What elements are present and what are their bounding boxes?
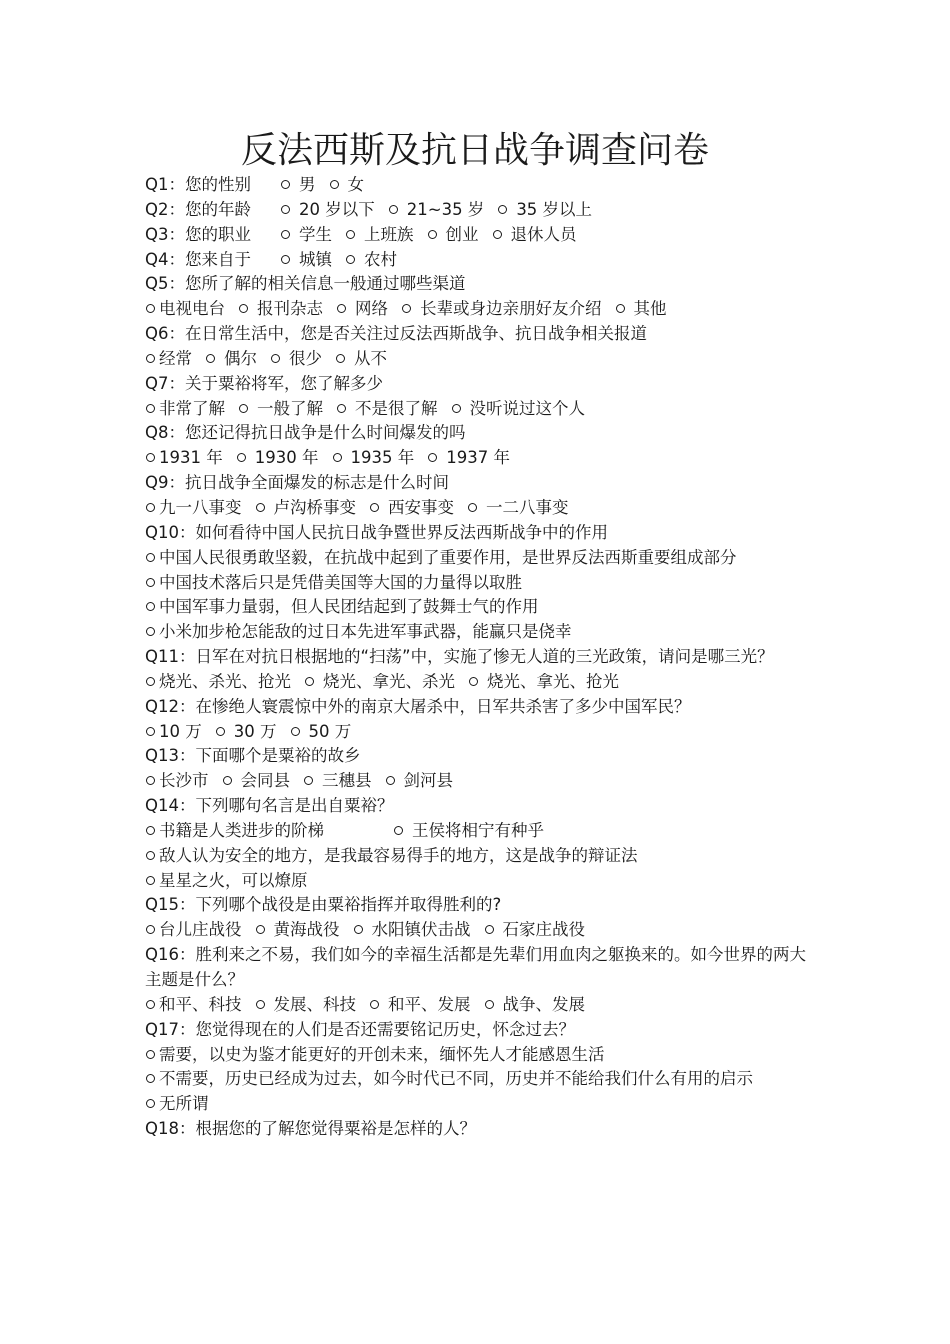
radio-circle-icon[interactable] bbox=[468, 503, 477, 512]
radio-circle-icon[interactable] bbox=[330, 180, 339, 189]
answer-option[interactable] bbox=[145, 771, 209, 790]
answer-option[interactable] bbox=[414, 225, 479, 244]
radio-circle-icon[interactable] bbox=[146, 876, 155, 885]
radio-circle-icon[interactable] bbox=[402, 304, 411, 313]
question-q9 bbox=[145, 471, 810, 496]
options-row bbox=[145, 819, 810, 844]
radio-circle-icon[interactable] bbox=[216, 727, 225, 736]
option-label: 一二八事变 bbox=[486, 497, 569, 517]
option-label: 农村 bbox=[364, 249, 397, 269]
option-label: 1930 年 bbox=[254, 448, 319, 468]
answer-option[interactable] bbox=[242, 920, 340, 939]
option-label: 电视电台 bbox=[159, 299, 225, 319]
question-prompt: 在日常生活中，您是否关注过反法西斯战争、抗日战争相关报道 bbox=[185, 324, 647, 344]
option-label: 小米加步枪怎能敌的过日本先进军事武器，能赢只是侥幸 bbox=[159, 622, 572, 642]
option-label: 战争、发展 bbox=[502, 994, 585, 1014]
option-label: 10 万 bbox=[159, 721, 202, 741]
option-label: 长沙市 bbox=[159, 771, 209, 791]
answer-option[interactable] bbox=[257, 349, 322, 368]
radio-circle-icon[interactable] bbox=[281, 230, 290, 239]
option-label: 不是很了解 bbox=[355, 398, 438, 418]
question-colon: ： bbox=[168, 473, 185, 493]
options-row bbox=[145, 918, 810, 943]
option-label: 星星之火，可以燎原 bbox=[159, 870, 308, 890]
question-number: Q7 bbox=[145, 373, 169, 393]
question-colon: ： bbox=[168, 274, 185, 294]
radio-circle-icon[interactable] bbox=[223, 776, 232, 785]
question-number: Q18 bbox=[145, 1119, 179, 1139]
radio-circle-icon[interactable] bbox=[281, 205, 290, 214]
answer-option[interactable] bbox=[145, 722, 202, 741]
radio-circle-icon[interactable] bbox=[146, 453, 155, 462]
answer-option[interactable] bbox=[438, 399, 586, 418]
radio-circle-icon[interactable] bbox=[146, 826, 155, 835]
answer-option[interactable] bbox=[192, 349, 257, 368]
radio-circle-icon[interactable] bbox=[304, 776, 313, 785]
option-label: 水阳镇伏击战 bbox=[371, 920, 471, 940]
option-label: 剑河县 bbox=[403, 771, 453, 791]
answer-option[interactable] bbox=[479, 225, 577, 244]
question-q3 bbox=[145, 223, 810, 248]
options-row bbox=[145, 571, 810, 596]
answer-option[interactable] bbox=[332, 250, 397, 269]
radio-circle-icon[interactable] bbox=[237, 453, 246, 462]
question-colon: ： bbox=[178, 522, 196, 542]
option-label: 和平、科技 bbox=[159, 994, 242, 1014]
answer-option[interactable] bbox=[242, 995, 357, 1014]
radio-circle-icon[interactable] bbox=[370, 1000, 379, 1009]
question-q13 bbox=[145, 744, 810, 769]
option-label: 台儿庄战役 bbox=[159, 920, 242, 940]
options-row bbox=[145, 347, 810, 372]
radio-circle-icon[interactable] bbox=[239, 404, 248, 413]
radio-circle-icon[interactable] bbox=[498, 205, 507, 214]
radio-circle-icon[interactable] bbox=[354, 925, 363, 934]
radio-circle-icon[interactable] bbox=[346, 230, 355, 239]
option-label: 没听说过这个人 bbox=[469, 398, 585, 418]
option-label: 需要，以史为鉴才能更好的开创未来，缅怀先人才能感恩生活 bbox=[159, 1044, 605, 1064]
question-number: Q16 bbox=[145, 945, 179, 965]
answer-option[interactable] bbox=[316, 175, 365, 194]
option-label: 其他 bbox=[633, 299, 667, 319]
option-label: 从不 bbox=[354, 348, 387, 368]
question-colon: ： bbox=[168, 199, 185, 219]
options-row bbox=[145, 1092, 810, 1117]
radio-circle-icon[interactable] bbox=[146, 727, 155, 736]
options-row bbox=[145, 993, 810, 1018]
question-colon: ： bbox=[178, 796, 196, 816]
question-q14 bbox=[145, 794, 810, 819]
question-colon: ： bbox=[178, 696, 196, 716]
answer-option[interactable] bbox=[251, 200, 375, 219]
answer-option[interactable] bbox=[145, 548, 737, 567]
radio-circle-icon[interactable] bbox=[146, 925, 155, 934]
radio-circle-icon[interactable] bbox=[256, 1000, 265, 1009]
radio-circle-icon[interactable] bbox=[281, 180, 290, 189]
option-label: 敌人认为安全的地方，是我最容易得手的地方，这是战争的辩证法 bbox=[159, 845, 638, 865]
question-prompt: 下面哪个是粟裕的故乡 bbox=[195, 746, 361, 766]
radio-circle-icon[interactable] bbox=[146, 1000, 155, 1009]
answer-option[interactable] bbox=[251, 250, 332, 269]
option-label: 创业 bbox=[445, 224, 479, 244]
answer-option[interactable] bbox=[225, 299, 323, 318]
radio-circle-icon[interactable] bbox=[346, 255, 355, 264]
option-label: 烧光、拿光、杀光 bbox=[323, 671, 455, 691]
radio-circle-icon[interactable] bbox=[206, 354, 215, 363]
radio-circle-icon[interactable] bbox=[389, 205, 398, 214]
radio-circle-icon[interactable] bbox=[146, 503, 155, 512]
question-colon: ： bbox=[178, 945, 196, 965]
answer-option[interactable] bbox=[145, 995, 242, 1014]
question-q12 bbox=[145, 695, 810, 720]
question-prompt: 您的年龄 bbox=[185, 199, 251, 219]
answer-option[interactable] bbox=[145, 1069, 753, 1088]
options-row bbox=[145, 769, 810, 794]
radio-circle-icon[interactable] bbox=[146, 851, 155, 860]
option-label: 1931 年 bbox=[159, 448, 223, 468]
question-colon: ： bbox=[168, 423, 185, 443]
question-q8 bbox=[145, 421, 810, 446]
option-label: 35 岁以上 bbox=[516, 199, 593, 219]
answer-option[interactable] bbox=[290, 771, 372, 790]
radio-circle-icon[interactable] bbox=[428, 230, 437, 239]
answer-option[interactable] bbox=[388, 299, 602, 318]
options-row bbox=[145, 595, 810, 620]
answer-option[interactable] bbox=[324, 821, 544, 840]
question-prompt: 如何看待中国人民抗日战争暨世界反法西斯战争中的作用 bbox=[195, 522, 608, 542]
question-colon: ： bbox=[178, 647, 196, 667]
answer-option[interactable] bbox=[602, 299, 667, 318]
question-colon: ： bbox=[168, 224, 185, 244]
option-label: 男 bbox=[299, 175, 316, 194]
radio-circle-icon[interactable] bbox=[256, 925, 265, 934]
question-number: Q2 bbox=[145, 199, 169, 219]
question-number: Q1 bbox=[145, 175, 169, 194]
answer-option[interactable] bbox=[251, 225, 332, 244]
answer-option[interactable] bbox=[145, 597, 539, 616]
radio-circle-icon[interactable] bbox=[394, 826, 403, 835]
option-label: 黄海战役 bbox=[273, 920, 340, 940]
question-number: Q8 bbox=[145, 423, 169, 443]
answer-option[interactable] bbox=[372, 771, 454, 790]
option-label: 无所谓 bbox=[159, 1094, 209, 1114]
options-row bbox=[145, 720, 810, 745]
question-colon: ： bbox=[178, 895, 196, 915]
answer-option[interactable] bbox=[251, 175, 316, 194]
answer-option[interactable] bbox=[145, 399, 225, 418]
option-label: 50 万 bbox=[308, 721, 352, 741]
answer-option[interactable] bbox=[145, 672, 291, 691]
question-q6 bbox=[145, 322, 810, 347]
answer-option[interactable] bbox=[356, 498, 454, 517]
answer-option[interactable] bbox=[145, 573, 522, 592]
question-q4 bbox=[145, 248, 810, 273]
option-label: 非常了解 bbox=[159, 398, 225, 418]
answer-option[interactable] bbox=[242, 498, 357, 517]
answer-option[interactable] bbox=[356, 995, 471, 1014]
question-q2 bbox=[145, 198, 810, 223]
answer-option[interactable] bbox=[145, 1094, 209, 1113]
question-prompt: 根据您的了解您觉得粟裕是怎样的人？ bbox=[195, 1119, 476, 1139]
answer-option[interactable] bbox=[322, 349, 387, 368]
answer-option[interactable] bbox=[455, 672, 619, 691]
answer-option[interactable] bbox=[225, 399, 323, 418]
question-prompt: 您来自于 bbox=[185, 249, 251, 269]
radio-circle-icon[interactable] bbox=[146, 602, 155, 611]
option-label: 网络 bbox=[355, 299, 388, 319]
answer-option[interactable] bbox=[145, 920, 242, 939]
question-q16 bbox=[145, 943, 810, 993]
question-prompt: 胜利来之不易，我们如今的幸福生活都是先辈们用血肉之躯换来的。如今世界的两大主题是什么？ bbox=[145, 945, 806, 989]
question-number: Q5 bbox=[145, 274, 169, 294]
radio-circle-icon[interactable] bbox=[146, 578, 155, 587]
option-label: 城镇 bbox=[299, 249, 332, 269]
radio-circle-icon[interactable] bbox=[428, 453, 437, 462]
answer-option[interactable] bbox=[414, 448, 510, 467]
option-label: 上班族 bbox=[364, 224, 414, 244]
question-q17 bbox=[145, 1018, 810, 1043]
answer-option[interactable] bbox=[291, 672, 455, 691]
question-q18 bbox=[145, 1117, 810, 1142]
options-row bbox=[145, 670, 810, 695]
option-label: 书籍是人类进步的阶梯 bbox=[159, 820, 324, 840]
option-label: 和平、发展 bbox=[388, 994, 471, 1014]
answer-option[interactable] bbox=[375, 200, 485, 219]
answer-option[interactable] bbox=[471, 920, 586, 939]
radio-circle-icon[interactable] bbox=[337, 304, 346, 313]
option-label: 1935 年 bbox=[350, 448, 415, 468]
radio-circle-icon[interactable] bbox=[146, 776, 155, 785]
radio-circle-icon[interactable] bbox=[271, 354, 280, 363]
question-prompt: 关于粟裕将军，您了解多少 bbox=[185, 373, 383, 393]
question-number: Q15 bbox=[145, 895, 179, 915]
answer-option[interactable] bbox=[209, 771, 291, 790]
radio-circle-icon[interactable] bbox=[146, 304, 155, 313]
options-row bbox=[145, 297, 810, 322]
question-prompt: 您的性别 bbox=[185, 175, 251, 194]
option-label: 1937 年 bbox=[446, 448, 510, 468]
options-row bbox=[145, 446, 810, 471]
question-prompt: 日军在对抗日根据地的“扫荡”中，实施了惨无人道的三光政策，请问是哪三光？ bbox=[195, 647, 774, 667]
options-row bbox=[145, 620, 810, 645]
question-q10 bbox=[145, 521, 810, 546]
answer-option[interactable] bbox=[323, 399, 438, 418]
radio-circle-icon[interactable] bbox=[146, 354, 155, 363]
answer-option[interactable] bbox=[484, 200, 592, 219]
radio-circle-icon[interactable] bbox=[146, 1099, 155, 1108]
question-prompt: 您所了解的相关信息一般通过哪些渠道 bbox=[185, 274, 466, 294]
radio-circle-icon[interactable] bbox=[452, 404, 461, 413]
answer-option[interactable] bbox=[145, 871, 308, 890]
option-label: 偶尔 bbox=[224, 348, 257, 368]
question-number: Q12 bbox=[145, 696, 179, 716]
radio-circle-icon[interactable] bbox=[370, 503, 379, 512]
option-label: 一般了解 bbox=[257, 398, 323, 418]
radio-circle-icon[interactable] bbox=[337, 404, 346, 413]
question-prompt: 下列哪句名言是出自粟裕？ bbox=[195, 796, 394, 816]
radio-circle-icon[interactable] bbox=[616, 304, 625, 313]
option-label: 卢沟桥事变 bbox=[273, 497, 356, 517]
question-q1 bbox=[145, 173, 810, 198]
radio-circle-icon[interactable] bbox=[291, 727, 300, 736]
radio-circle-icon[interactable] bbox=[239, 304, 248, 313]
answer-option[interactable] bbox=[145, 846, 638, 865]
option-label: 王侯将相宁有种乎 bbox=[412, 820, 544, 840]
question-colon: ： bbox=[168, 175, 185, 194]
question-prompt: 在惨绝人寰震惊中外的南京大屠杀中，日军共杀害了多少中国军民？ bbox=[195, 696, 691, 716]
option-label: 中国人民很勇敢坚毅，在抗战中起到了重要作用，是世界反法西斯重要组成部分 bbox=[159, 547, 737, 567]
radio-circle-icon[interactable] bbox=[305, 677, 314, 686]
question-colon: ： bbox=[168, 373, 185, 393]
answer-option[interactable] bbox=[277, 722, 352, 741]
option-label: 中国技术落后只是凭借美国等大国的力量得以取胜 bbox=[159, 572, 522, 592]
answer-option[interactable] bbox=[202, 722, 277, 741]
option-label: 21~35 岁 bbox=[406, 199, 485, 219]
question-prompt: 您觉得现在的人们是否还需要铭记历史，怀念过去？ bbox=[195, 1019, 575, 1039]
page-title: 反法西斯及抗日战争调查问卷 bbox=[240, 130, 709, 171]
option-label: 烧光、杀光、抢光 bbox=[159, 671, 291, 691]
question-prompt: 下列哪个战役是由粟裕指挥并取得胜利的? bbox=[195, 895, 502, 915]
answer-option[interactable] bbox=[471, 995, 586, 1014]
answer-option[interactable] bbox=[145, 498, 242, 517]
options-row bbox=[145, 1067, 810, 1092]
radio-circle-icon[interactable] bbox=[336, 354, 345, 363]
options-row bbox=[145, 1043, 810, 1068]
question-colon: ： bbox=[178, 1119, 196, 1139]
question-prompt: 您还记得抗日战争是什么时间爆发的吗 bbox=[185, 423, 466, 443]
options-row bbox=[145, 546, 810, 571]
option-label: 三穗县 bbox=[322, 771, 372, 791]
question-colon: ： bbox=[168, 249, 185, 269]
question-number: Q10 bbox=[145, 522, 179, 542]
question-q5 bbox=[145, 272, 810, 297]
option-label: 石家庄战役 bbox=[502, 920, 585, 940]
radio-circle-icon[interactable] bbox=[281, 255, 290, 264]
answer-option[interactable] bbox=[145, 349, 192, 368]
options-row bbox=[145, 397, 810, 422]
option-label: 中国军事力量弱，但人民团结起到了鼓舞士气的作用 bbox=[159, 597, 539, 617]
option-label: 发展、科技 bbox=[273, 994, 356, 1014]
answer-option[interactable] bbox=[323, 299, 388, 318]
answer-option[interactable] bbox=[145, 299, 225, 318]
answer-option[interactable] bbox=[223, 448, 319, 467]
radio-circle-icon[interactable] bbox=[146, 677, 155, 686]
option-label: 30 万 bbox=[233, 721, 277, 741]
option-label: 学生 bbox=[299, 224, 332, 244]
question-colon: ： bbox=[168, 324, 185, 344]
answer-option[interactable] bbox=[340, 920, 471, 939]
radio-circle-icon[interactable] bbox=[256, 503, 265, 512]
answer-option[interactable] bbox=[319, 448, 415, 467]
option-label: 退休人员 bbox=[510, 224, 577, 244]
question-number: Q9 bbox=[145, 473, 169, 493]
answer-option[interactable] bbox=[332, 225, 414, 244]
question-number: Q14 bbox=[145, 796, 179, 816]
question-number: Q6 bbox=[145, 324, 169, 344]
radio-circle-icon[interactable] bbox=[146, 553, 155, 562]
answer-option[interactable] bbox=[145, 622, 572, 641]
question-prompt: 抗日战争全面爆发的标志是什么时间 bbox=[185, 473, 449, 493]
radio-circle-icon[interactable] bbox=[469, 677, 478, 686]
question-prompt: 您的职业 bbox=[185, 224, 251, 244]
option-label: 西安事变 bbox=[388, 497, 454, 517]
radio-circle-icon[interactable] bbox=[386, 776, 395, 785]
radio-circle-icon[interactable] bbox=[146, 404, 155, 413]
option-label: 经常 bbox=[159, 348, 192, 368]
answer-option[interactable] bbox=[145, 1045, 605, 1064]
question-colon: ： bbox=[178, 746, 196, 766]
options-row bbox=[145, 869, 810, 894]
options-row bbox=[145, 844, 810, 869]
question-q11 bbox=[145, 645, 810, 670]
question-number: Q13 bbox=[145, 746, 179, 766]
question-number: Q4 bbox=[145, 249, 169, 269]
option-label: 报刊杂志 bbox=[257, 299, 323, 319]
option-label: 女 bbox=[347, 175, 364, 194]
option-label: 烧光、拿光、抢光 bbox=[487, 671, 619, 691]
answer-option[interactable] bbox=[145, 821, 324, 840]
radio-circle-icon[interactable] bbox=[333, 453, 342, 462]
question-q15 bbox=[145, 893, 810, 918]
question-colon: ： bbox=[178, 1019, 196, 1039]
options-row bbox=[145, 496, 810, 521]
option-label: 不需要，历史已经成为过去，如今时代已不同，历史并不能给我们什么有用的启示 bbox=[159, 1069, 753, 1089]
radio-circle-icon[interactable] bbox=[493, 230, 502, 239]
option-label: 九一八事变 bbox=[159, 497, 242, 517]
option-label: 会同县 bbox=[240, 771, 290, 791]
answer-option[interactable] bbox=[145, 448, 223, 467]
radio-circle-icon[interactable] bbox=[146, 1074, 155, 1083]
radio-circle-icon[interactable] bbox=[146, 1050, 155, 1059]
option-label: 长辈或身边亲朋好友介绍 bbox=[420, 299, 602, 319]
radio-circle-icon[interactable] bbox=[485, 925, 494, 934]
option-label: 20 岁以下 bbox=[299, 199, 375, 219]
radio-circle-icon[interactable] bbox=[485, 1000, 494, 1009]
question-number: Q17 bbox=[145, 1019, 179, 1039]
option-label: 很少 bbox=[289, 348, 322, 368]
question-list bbox=[145, 173, 810, 1142]
question-number: Q3 bbox=[145, 224, 169, 244]
answer-option[interactable] bbox=[454, 498, 569, 517]
question-number: Q11 bbox=[145, 647, 179, 667]
question-q7 bbox=[145, 372, 810, 397]
radio-circle-icon[interactable] bbox=[146, 627, 155, 636]
